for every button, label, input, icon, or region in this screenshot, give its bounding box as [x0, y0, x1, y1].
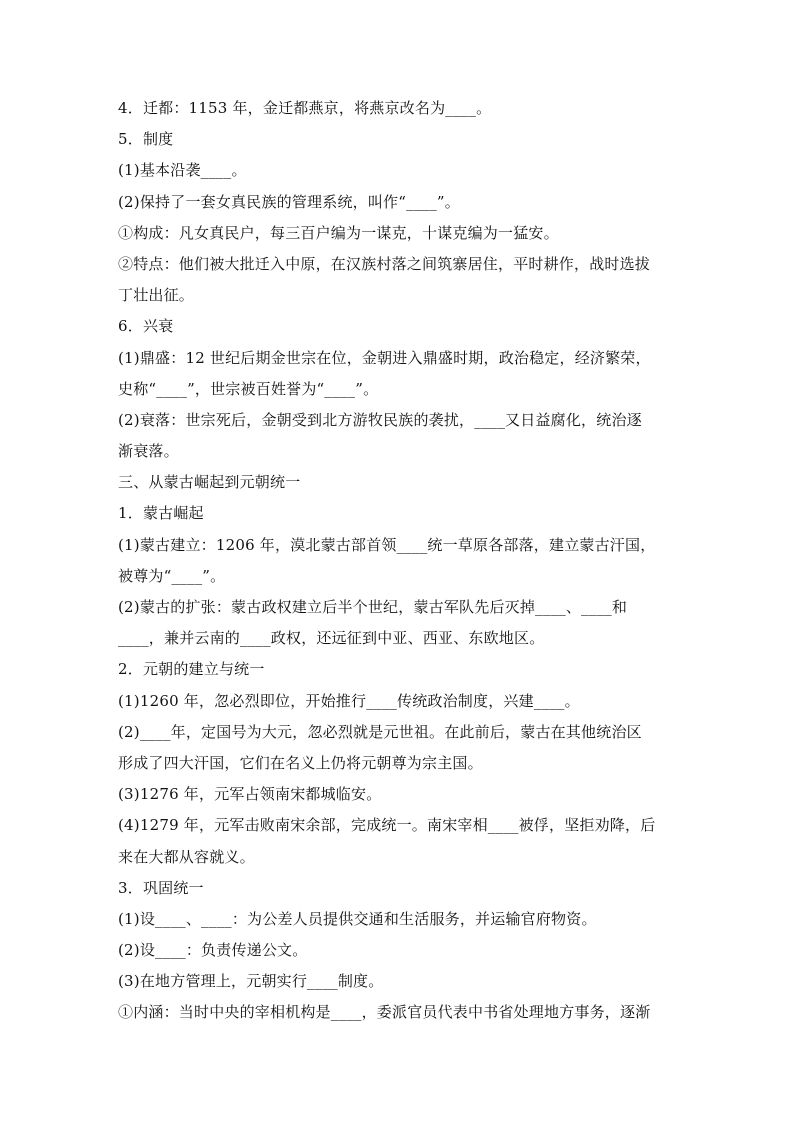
text-line: 来在大都从容就义。 [118, 847, 255, 866]
text-line: (2)____年，定国号为大元，忽必烈就是元世祖。在此前后，蒙古在其他统治区 [118, 722, 642, 741]
text-line: (1)蒙古建立：1206 年，漠北蒙古部首领____统一草原各部落，建立蒙古汗国， [118, 535, 656, 554]
text-line: ①构成：凡女真民户，每三百户编为一谋克，十谋克编为一猛安。 [118, 223, 559, 242]
text-line: 被尊为“____”。 [118, 566, 226, 585]
chapter-heading: 三、从蒙古崛起到元朝统一 [118, 473, 301, 492]
section-heading: 3．巩固统一 [118, 878, 204, 897]
section-heading: 6．兴衰 [118, 317, 174, 336]
text-line: ①内涵：当时中央的宰相机构是____，委派官员代表中书省处理地方事务，逐渐 [118, 1003, 651, 1022]
text-line: 渐衰落。 [118, 442, 179, 461]
document-body [118, 93, 678, 1029]
text-line: (4)1279 年，元军击败南宋余部，完成统一。南宋宰相____被俘，坚拒劝降，后 [118, 816, 656, 835]
text-line: (1)设____、____：为公差人员提供交通和生活服务，并运输官府物资。 [118, 909, 597, 928]
text-line: 丁壮出征。 [118, 286, 195, 305]
text-line: (3)1276 年，元军占领南宋都城临安。 [118, 785, 382, 804]
text-line: (2)蒙古的扩张：蒙古政权建立后半个世纪，蒙古军队先后灭掉____、____和 [118, 598, 628, 616]
section-heading: 1．蒙古崛起 [118, 504, 204, 523]
text-line: (3)在地方管理上，元朝实行____制度。 [118, 972, 384, 991]
text-line: (1)鼎盛：12 世纪后期金世宗在位，金朝进入鼎盛时期，政治稳定，经济繁荣， [118, 348, 651, 367]
text-line: (2)设____：负责传递公文。 [118, 941, 308, 960]
text-line: (1)基本沿袭____。 [118, 161, 247, 180]
text-line: (2)保持了一套女真民族的管理系统，叫作“____”。 [118, 192, 460, 211]
text-line: ②特点：他们被大批迁入中原，在汉族村落之间筑寨居住，平时耕作，战时选拔 [118, 254, 651, 273]
text-line: (2)衰落：世宗死后，金朝受到北方游牧民族的袭扰，____又日益腐化，统治逐 [118, 410, 642, 429]
text-line: 形成了四大汗国，它们在名义上仍将元朝尊为宗主国。 [118, 753, 483, 772]
section-heading: 2．元朝的建立与统一 [118, 660, 265, 679]
text-line: 4．迁都：1153 年，金迁都燕京，将燕京改名为____。 [118, 99, 492, 117]
text-line: 史称“____”，世宗被百姓誉为“____”。 [118, 379, 379, 398]
text-line: (1)1260 年，忽必烈即位，开始推行____传统政治制度，兴建____。 [118, 691, 580, 710]
section-heading: 5．制度 [118, 130, 174, 149]
text-line: ____，兼并云南的____政权，还远征到中亚、西亚、东欧地区。 [118, 629, 545, 648]
